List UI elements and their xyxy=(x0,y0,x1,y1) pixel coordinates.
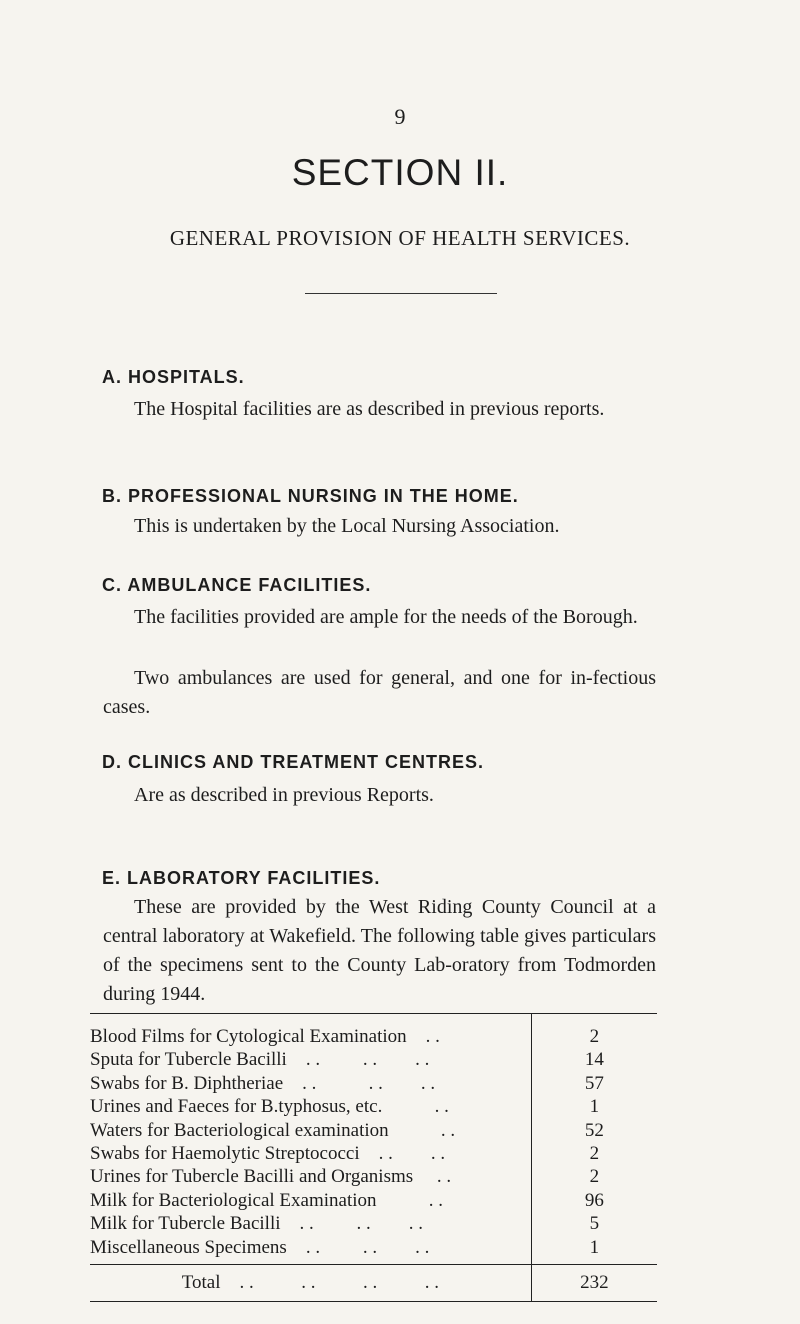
table-row xyxy=(90,1119,657,1142)
table-row xyxy=(90,1072,657,1095)
section-title: SECTION II. xyxy=(291,152,509,193)
total-value: 232 xyxy=(531,1265,657,1302)
heading-clinics: D. CLINICS AND TREATMENT CENTRES. xyxy=(102,752,484,772)
row-count: 52 xyxy=(531,1119,657,1142)
row-label: Urines for Tubercle Bacilli and Organisms . . xyxy=(90,1166,452,1188)
page-subtitle: GENERAL PROVISION OF HEALTH SERVICES. xyxy=(169,226,631,250)
paragraph-ambulance-2: Two ambulances are used for general, and one for in-fectious cases. xyxy=(103,667,656,718)
row-label: Waters for Bacteriological examination . . xyxy=(90,1119,456,1141)
paragraph-clinics: Are as described in previous Reports. xyxy=(134,784,434,806)
table-row xyxy=(90,1236,657,1265)
paragraph-nursing: This is undertaken by the Local Nursing Association. xyxy=(134,515,560,537)
table-row xyxy=(90,1165,657,1188)
divider-rule xyxy=(305,293,497,294)
row-label: Milk for Tubercle Bacilli . . . . . . xyxy=(90,1213,424,1235)
row-label: Miscellaneous Specimens . . . . . . xyxy=(90,1236,430,1258)
row-label: Urines and Faeces for B.typhosus, etc. . . xyxy=(90,1096,449,1118)
paragraph-hospitals: The Hospital facilities are as described in previous reports. xyxy=(134,398,605,420)
table-row xyxy=(90,1048,657,1071)
table-row xyxy=(90,1095,657,1118)
row-count: 1 xyxy=(531,1236,657,1265)
table-row xyxy=(90,1189,657,1212)
row-count: 1 xyxy=(531,1095,657,1118)
row-count: 2 xyxy=(531,1142,657,1165)
heading-laboratory: E. LABORATORY FACILITIES. xyxy=(102,868,381,888)
paragraph-ambulance-1: The facilities provided are ample for the needs of the Borough. xyxy=(134,606,638,628)
row-count: 14 xyxy=(531,1048,657,1071)
table-row xyxy=(90,1014,657,1049)
row-label: Sputa for Tubercle Bacilli . . . . . . xyxy=(90,1049,430,1071)
paragraph-laboratory: These are provided by the West Riding County Council at a central laboratory at Wakefield. The following table gives particulars of the specimens sent to the County Lab-oratory from Todmorden during 1944. xyxy=(103,896,656,1005)
row-label: Blood Films for Cytological Examination . . xyxy=(90,1026,440,1047)
table-row xyxy=(90,1142,657,1165)
row-count: 5 xyxy=(531,1212,657,1235)
heading-ambulance: C. AMBULANCE FACILITIES. xyxy=(102,575,372,595)
row-count: 2 xyxy=(531,1165,657,1188)
row-count: 96 xyxy=(531,1189,657,1212)
table-row xyxy=(90,1212,657,1235)
row-label: Swabs for Haemolytic Streptococci . . . . xyxy=(90,1143,446,1165)
row-count: 2 xyxy=(531,1014,657,1049)
total-row xyxy=(90,1265,657,1302)
heading-hospitals: A. HOSPITALS. xyxy=(102,367,245,387)
page-number: 9 xyxy=(394,104,406,129)
heading-nursing: B. PROFESSIONAL NURSING IN THE HOME. xyxy=(102,486,519,506)
row-label: Swabs for B. Diphtheriae . . . . . . xyxy=(90,1072,436,1094)
row-label: Milk for Bacteriological Examination . . xyxy=(90,1189,444,1211)
total-label: Total . . . . . . . . xyxy=(90,1265,531,1302)
row-count: 57 xyxy=(531,1072,657,1095)
specimens-table xyxy=(90,1013,657,1302)
